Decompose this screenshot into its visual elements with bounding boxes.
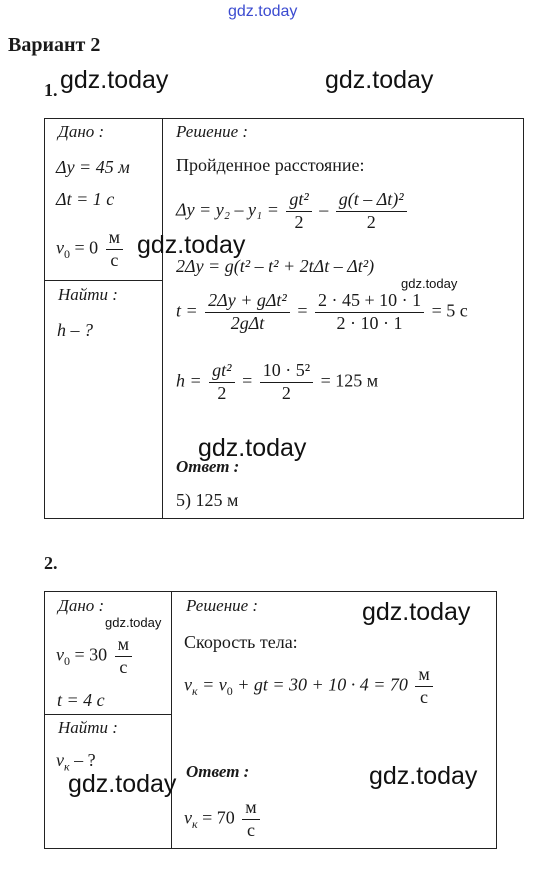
given-label: Дано : [58,596,105,615]
watermark-top: gdz.today [228,3,298,20]
eq3-f2-num: 2 · 45 + 10 · 1 [315,291,424,313]
eq1-minus: – [319,199,329,220]
vk-subscript: к [192,684,198,699]
eq3-equals: = [297,300,308,321]
unit-numerator: м [115,635,132,657]
v0-symbol: v [56,644,64,665]
unit-fraction [106,228,123,271]
find-label: Найти : [58,285,118,304]
v0-value: = 0 [70,237,99,258]
eq4-f2-den: 2 [281,382,291,403]
given-dt-value: Δt = 1 с [56,189,115,209]
eq3-lhs: t = [176,300,198,321]
unit-fraction [115,635,132,678]
given-dt [56,189,114,210]
vk-symbol: v [184,807,192,828]
eq4-equals: = [242,370,253,391]
unit-numerator: м [415,665,432,687]
find-label: Найти : [58,718,118,737]
solution-label: Решение : [186,596,259,615]
unit-fraction [415,665,432,708]
vk-symbol: v [184,674,192,695]
v0-symbol: v [56,237,64,258]
unit-denominator: с [119,656,128,677]
unit-denominator: с [420,686,429,707]
eq3-f2-den: 2 · 10 · 1 [336,312,403,333]
eq3-result: = 5 с [431,300,468,321]
watermark: gdz.today [68,770,177,798]
watermark: gdz.today [60,66,169,94]
eq1-fraction-1 [286,190,311,233]
answer-value [184,798,263,841]
eq3-fraction-2 [315,291,424,334]
solution-intro: Пройденное расстояние: [176,155,365,175]
variant-title: Вариант 2 [8,34,101,56]
given-t: t = 4 с [57,690,105,710]
eq3-f1-num: 2Δy + gΔt² [205,291,290,313]
vk-subscript: к [64,759,70,774]
v0-subscript: 0 [64,247,70,262]
eq4-f1-num: gt² [209,361,234,383]
given-dy-value: Δy = 45 м [56,157,130,177]
eq4-fraction-1 [209,361,234,404]
eq1-lhs: Δy = y₂ – y₁ = [176,199,279,220]
solution-intro: Скорость тела: [184,632,298,652]
table-divider [44,714,172,715]
eq1-rest: + gt = 30 + 10 · 4 = 70 [232,674,408,695]
given-label: Дано : [58,122,105,141]
equation-2: 2Δy = g(t² – t² + 2tΔt – Δt²) [176,256,375,276]
eq1-f2-num: g(t – Δt)² [336,190,407,212]
equation-4 [176,361,378,404]
eq4-lhs: h = [176,370,202,391]
eq4-result: = 125 м [320,370,379,391]
v0-value: = 30 [70,644,108,665]
v0-subscript: 0 [64,654,70,669]
eq1-f2-den: 2 [366,211,376,232]
watermark-small: gdz.today [401,276,458,291]
watermark: gdz.today [198,434,307,462]
unit-denominator: с [110,249,119,270]
answer-value: 5) 125 м [176,490,239,510]
problem-2-number: 2. [44,553,58,573]
table-divider [162,118,163,519]
unit-numerator: м [106,228,123,250]
unit-denominator: с [246,819,255,840]
vk-symbol: v [56,750,64,770]
eq4-f1-den: 2 [217,382,227,403]
v0-subscript: 0 [226,684,233,699]
answer-rest: = 70 [197,807,235,828]
eq1-f1-den: 2 [294,211,304,232]
answer-label: Ответ : [176,457,240,476]
table-divider [44,280,163,281]
equation-1 [176,190,410,233]
answer-label: Ответ : [186,762,250,781]
find-value: h – ? [57,320,93,340]
watermark: gdz.today [362,598,471,626]
eq1-f1-num: gt² [286,190,311,212]
vk-subscript: к [192,817,198,832]
given-v0 [56,228,126,271]
equation-1 [184,665,436,708]
eq1-mid: = v [197,674,227,695]
eq3-fraction-1 [205,291,290,334]
eq1-fraction-2 [336,190,407,233]
given-v0 [56,635,135,678]
eq3-f1-den: 2gΔt [230,312,265,333]
unit-numerator: м [242,798,259,820]
equation-3 [176,291,468,334]
watermark-small: gdz.today [105,615,162,630]
watermark: gdz.today [369,762,478,790]
table-divider [171,591,172,849]
eq4-f2-num: 10 · 5² [260,361,313,383]
watermark: gdz.today [325,66,434,94]
eq4-fraction-2 [260,361,313,404]
watermark: gdz.today [137,231,246,259]
find-rest: – ? [69,750,96,770]
solution-label: Решение : [176,122,249,141]
unit-fraction [242,798,259,841]
problem-1-number: 1. [44,80,58,100]
given-dy [56,157,130,178]
